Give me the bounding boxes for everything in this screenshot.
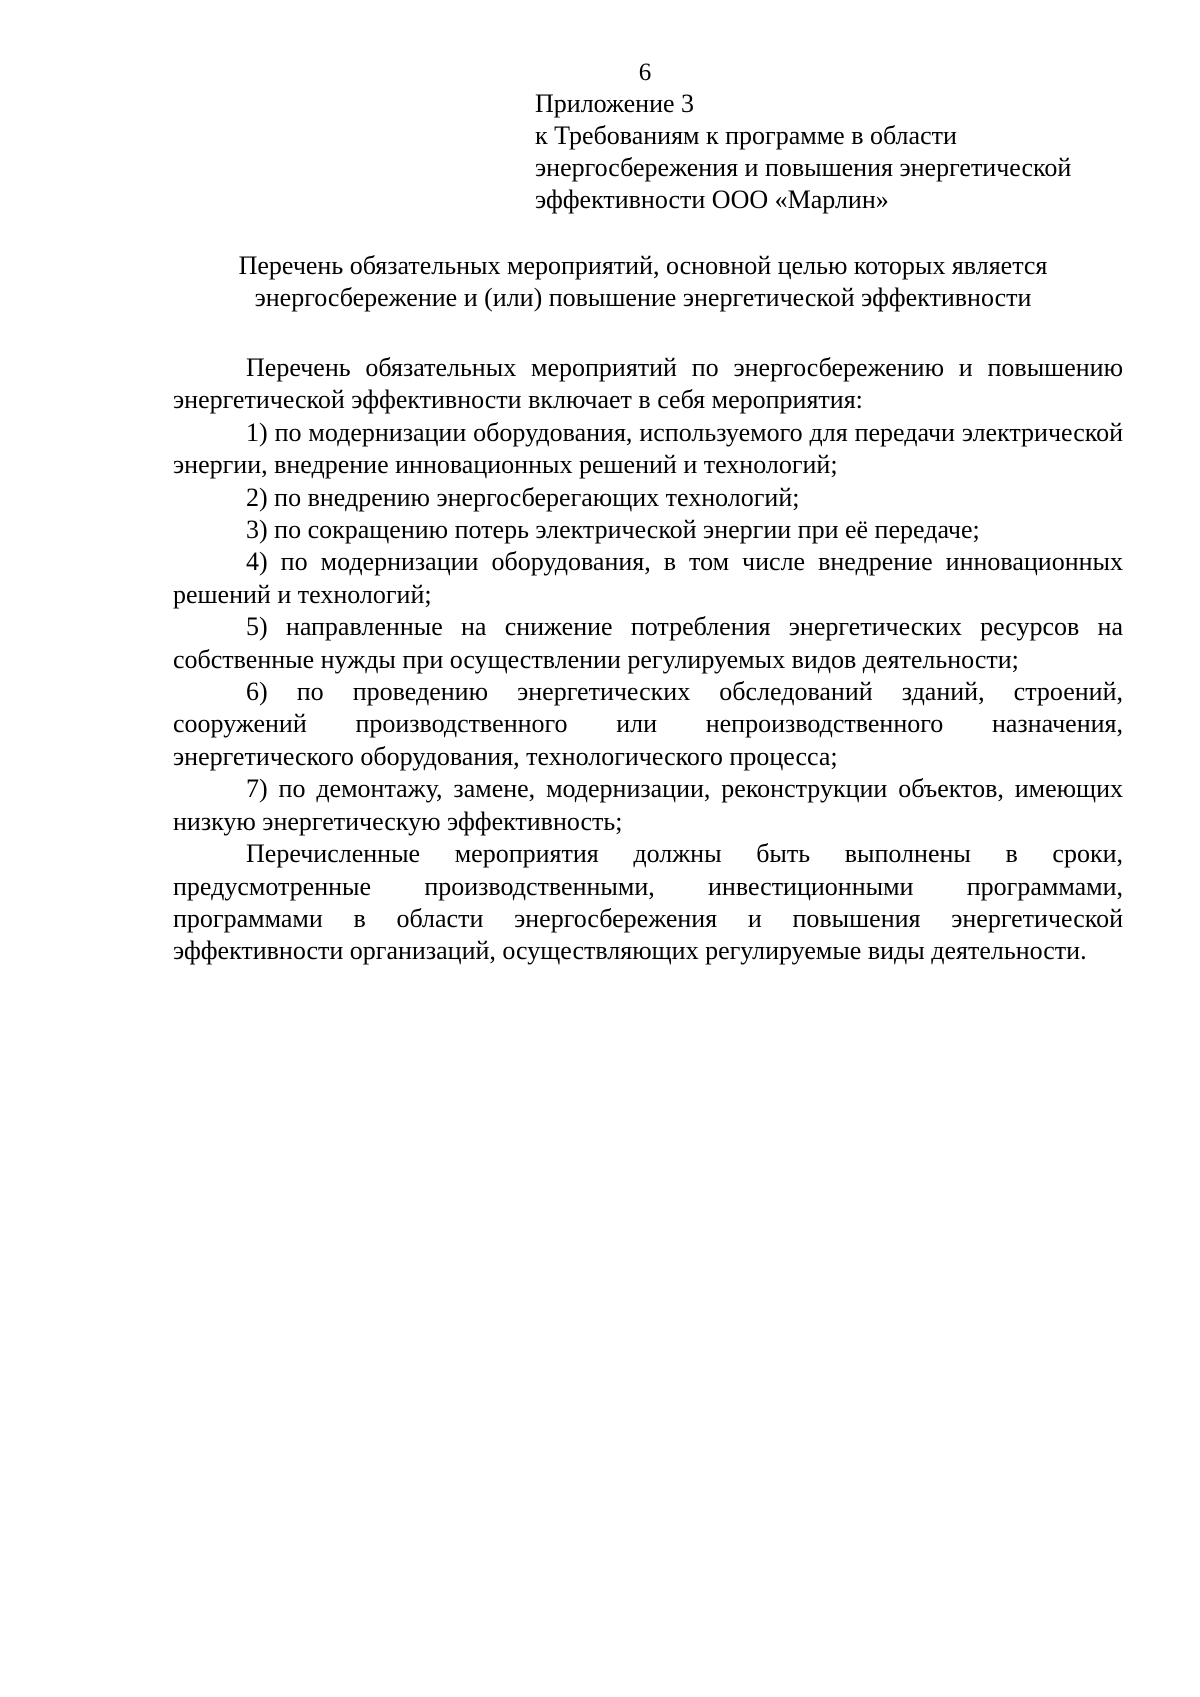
document-body [173, 352, 1123, 968]
document-title [160, 250, 1126, 314]
appendix-line: к Требованиям к программе в области [535, 121, 957, 150]
list-item: 3) по сокращению потерь электрической энергии при её передаче; [246, 515, 980, 545]
appendix-line: энергосбережения и повышения энергетической [535, 153, 1072, 182]
list-item: 1) по модернизации оборудования, используемого для передачи электрической энергии, внедрение инновационных решений и технологий; [173, 417, 1123, 480]
page-number: 6 [638, 59, 652, 86]
appendix-line: эффективности ООО «Марлин» [535, 185, 889, 214]
title-line: Перечень обязательных мероприятий, основной целью которых является [238, 251, 1048, 280]
closing-paragraph: Перечисленные мероприятия должны быть выполнены в сроки, предусмотренные производственными, инвестиционными программами, программами в области энергосбережения и повышения энергетической эффективности организаций, осуществляющих регулируемые виды деятельности. [173, 839, 1123, 966]
title-line: энергосбережение и (или) повышение энергетической эффективности [254, 283, 1032, 312]
list-item: 4) по модернизации оборудования, в том числе внедрение инновационных решений и технологий; [173, 547, 1123, 609]
list-item: 7) по демонтажу, замене, модернизации, реконструкции объектов, имеющих низкую энергетическую эффективность; [173, 774, 1123, 836]
intro-paragraph: Перечень обязательных мероприятий по энергосбережению и повышению энергетической эффективности включает в себя мероприятия: [173, 353, 1123, 415]
appendix-line: Приложение 3 [535, 89, 695, 118]
appendix-header [535, 88, 1135, 216]
list-item: 5) направленные на снижение потребления энергетических ресурсов на собственные нужды при осуществлении регулируемых видов деятельности; [173, 612, 1123, 674]
list-item: 2) по внедрению энергосберегающих технологий; [246, 482, 800, 512]
list-item: 6) по проведению энергетических обследований зданий, строений, сооружений производственного или непроизводственного назначения, энергетического оборудования, технологического процесса; [173, 677, 1123, 771]
